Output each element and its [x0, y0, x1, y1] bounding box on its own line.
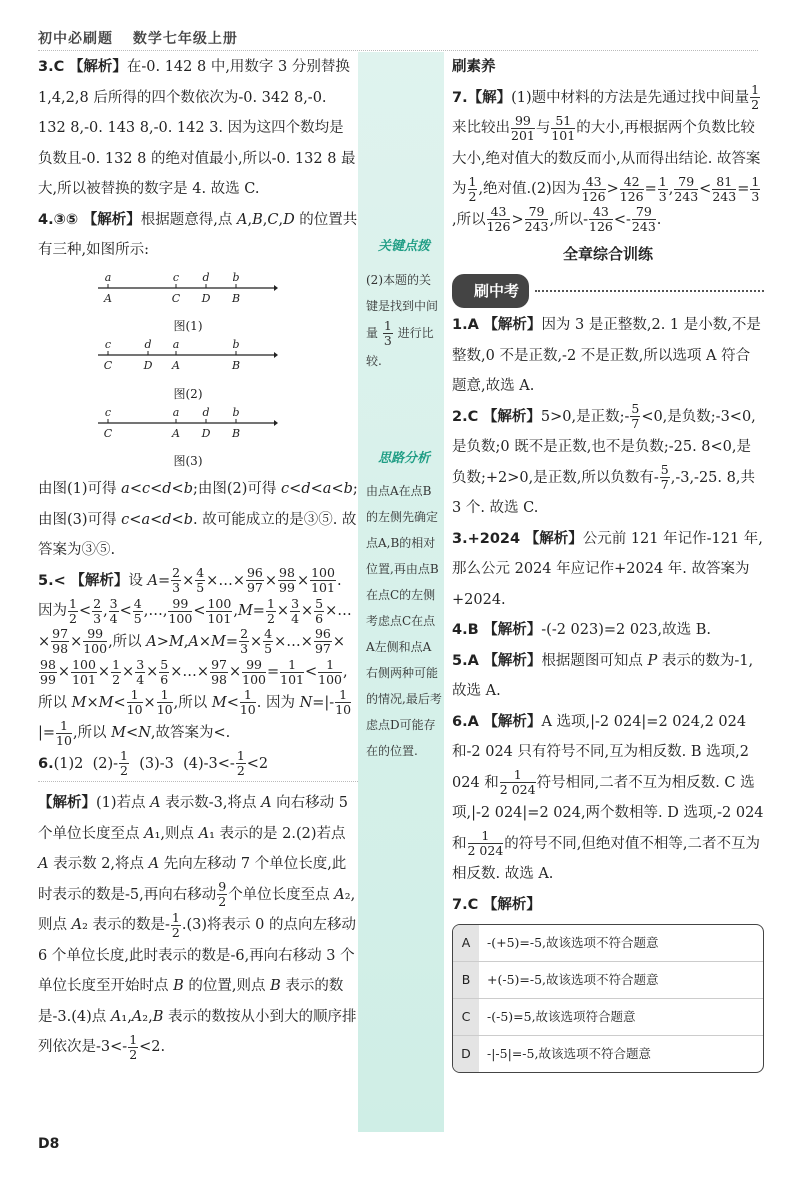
exam-answer-7: 7.C 【解析】 [452, 896, 541, 913]
svg-text:d: d [202, 270, 210, 284]
tip-key-body: (2)本题的关键是找到中间量 $\frac{1}{3}$ 进行比较. [366, 272, 439, 368]
svg-text:B: B [231, 359, 241, 372]
figure-3-caption: 图(3) [173, 454, 203, 468]
svg-text:A: A [104, 291, 112, 305]
tip-idea-title: 思路分析 [377, 450, 430, 466]
exam-answer-4: 4.B 【解析】-(-2 023)=2 023,故选 B. [452, 622, 712, 638]
divider [38, 781, 358, 782]
svg-text:d: d [144, 338, 152, 351]
section-band: 刷素养 [452, 59, 496, 75]
svg-text:B: B [231, 291, 241, 305]
figure-2-caption: 图(2) [173, 386, 203, 401]
right-column [452, 52, 764, 1073]
answer-5: 5.< 【解析】设 A= $\frac{2}{3}$ × $\frac{4}{5}$ ×…× $\frac{96}{97}$ × $\frac{98}{99}$ × $\frac{100}{101}$ . 因为 $\frac{1}{2}$ < $\frac{2}{3}$ , $\frac{3}{4}$ < $\frac{4}{5}$ ,…, $\frac{99}{100}$ < $\frac{100}{101}$ ,M= $\frac{1}{2}$ × $\frac{3}{4}$ × $\frac{5}{6}$ ×…× $\frac{97}{98}$ × $\frac{99}{100}$ ,所以 A>M,A×M= $\frac{2}{3}$ × $\frac{4}{5}$ ×…× $\frac{96}{97}$ × $\frac{98}{99}$ × $\frac{100}{101}$ × $\frac{1}{2}$ × $\frac{3}{4}$ × $\frac{5}{6}$ ×…× $\frac{97}{98}$ × $\frac{99}{100}$ = $\frac{1}{101}$ < $\frac{1}{100}$ ,所以 M×M< $\frac{1}{10}$ × $\frac{1}{10}$ ,所以 M< $\frac{1}{10}$ . 因为 N=|- $\frac{1}{10}$ |= $\frac{1}{10}$ ,所以 M<N,故答案为<. [38, 565, 352, 748]
tip-idea-body: 由点A在点B的左侧先确定点A,B的相对位置,再由点B在点C的左侧考虑点C在点A左侧和点A右侧两种可能的情况,最后考虑点D可能存在的位置. [366, 484, 442, 758]
book-title: 初中必刷题 [38, 31, 113, 47]
svg-text:c: c [104, 338, 112, 351]
svg-text:a: a [104, 270, 112, 284]
svg-text:a: a [172, 405, 180, 419]
chapter-title: 全章综合训练 [562, 245, 653, 263]
table-row: C -(-5)=5,故该选项符合题意 [453, 999, 763, 1036]
exam-answer-1: 1.A 【解析】因为 3 是正整数,2. 1 是小数,不是整数,0 不是正数,-2 不是正数,所以选项 A 符合题意,故选 A. [452, 317, 761, 394]
svg-text:A: A [172, 359, 180, 372]
answer-4-tail: 由图(1)可得 a<c<d<b;由图(2)可得 c<d<a<b;由图(3)可得 c<a<d<b. 故可能成立的是③⑤. 故答案为③⑤. [38, 481, 358, 558]
svg-text:D: D [143, 359, 153, 372]
number-line-figure-1 [98, 270, 278, 306]
table-row: A -(+5)=-5,故该选项不符合题意 [453, 925, 763, 962]
page-header [38, 28, 252, 48]
answer-3: 3.C 【解析】在-0. 142 8 中,用数字 3 分别替换 1,4,2,8 后所得的四个数依次为-0. 342 8,-0. 132 8,-0. 143 8,-0. 142 3. 因为这四个数均是负数且-0. 132 8 的绝对值最小,所以-0. 132 8 最大,所以被替换的数字是 4. 故选 C. [38, 59, 356, 197]
figure-1-caption: 图(1) [173, 319, 203, 333]
option-table [452, 924, 764, 1073]
svg-text:D: D [201, 291, 211, 305]
number-line-figure-3 [98, 405, 278, 441]
svg-text:b: b [232, 405, 240, 419]
number-line-figure-2 [98, 337, 278, 373]
svg-text:d: d [202, 405, 210, 419]
svg-text:D: D [201, 426, 211, 440]
svg-text:a: a [172, 338, 180, 351]
tip-key-title: 关键点拨 [377, 239, 430, 254]
exam-banner-label: 刷中考 [452, 274, 529, 309]
exam-answer-6: 6.A 【解析】A 选项,|-2 024|=2 024,2 024 和-2 024 只有符号不同,互为相反数. B 选项,2 024 和 $\frac{1}{2 024}$ 符号相同,二者不互为相反数. C 选项,|-2 024|=2 024,两个数相等. D 选项,-2 024 和 $\frac{1}{2 024}$ 的符号不同,但绝对值不相等,二者不互为相反数. 故选 A. [452, 713, 764, 882]
svg-text:B: B [231, 426, 241, 440]
banner-dots [535, 290, 764, 292]
svg-text:C: C [103, 426, 113, 440]
left-column [38, 52, 358, 1063]
exam-answer-5: 5.A 【解析】根据题图可知点 P 表示的数为-1,故选 A. [452, 652, 754, 699]
sidebar-tips [362, 232, 446, 764]
exam-answer-2: 2.C 【解析】5>0,是正数;- $\frac{5}{7}$ <0,是负数;-3<0,是负数;0 既不是正数,也不是负数;-25. 8<0,是负数;+2>0,是正数,所以负数有- $\frac{5}{7}$ ,-3,-25. 8,共 3 个. 故选 C. [452, 401, 756, 516]
subject-title: 数学七年级上册 [132, 31, 238, 47]
page-number: D8 [38, 1136, 60, 1152]
header-divider [38, 50, 758, 51]
svg-text:A: A [172, 426, 180, 440]
svg-text:c: c [104, 405, 112, 419]
exam-banner [452, 274, 764, 309]
table-row: B +(-5)=-5,故该选项不符合题意 [453, 962, 763, 999]
svg-text:C: C [103, 359, 113, 372]
svg-text:b: b [232, 270, 240, 284]
svg-text:b: b [232, 338, 240, 351]
exam-answer-3: 3.+2024 【解析】公元前 121 年记作-121 年,那么公元 2024 年应记作+2024 年. 故答案为+2024. [452, 530, 763, 608]
answer-6-explanation: 【解析】(1)若点 A 表示数-3,将点 A 向右移动 5 个单位长度至点 A₁,则点 A₁ 表示的是 2.(2)若点 A 表示数 2,将点 A 先向左移动 7 个单位长度,此时表示的数是-5,再向右移动 $\frac{9}{2}$ 个单位长度至点 A₂,则点 A₂ 表示的数是- $\frac{1}{2}$ .(3)将表示 0 的点向左移动 6 个单位长度,此时表示的数是-6,再向右移动 3 个单位长度至开始时点 B 的位置,则点 B 表示的数是-3.(4)点 A₁,A₂,B 表示的数按从小到大的顺序排列依次是-3<- $\frac{1}{2}$ <2. [38, 795, 357, 1062]
answer-7-literacy: 7.【解】(1)题中材料的方法是先通过找中间量 $\frac{1}{2}$ 来比较出 $\frac{99}{201}$ 与 $\frac{51}{101}$ 的大小,再根据两个负数比较大小,绝对值大的数反而小,从而得出结论. 故答案为 $\frac{1}{2}$ ,绝对值.(2)因为 $\frac{43}{126}$ > $\frac{42}{126}$ = $\frac{1}{3}$ , $\frac{79}{243}$ < $\frac{81}{243}$ = $\frac{1}{3}$ ,所以 $\frac{43}{126}$ > $\frac{79}{243}$ ,所以- $\frac{43}{126}$ <- $\frac{79}{243}$ . [452, 82, 761, 234]
table-row: D -|-5|=-5,故该选项不符合题意 [453, 1036, 763, 1072]
answer-4-head: 4.③⑤ 【解析】根据题意得,点 A,B,C,D 的位置共有三种,如图所示: [38, 211, 358, 258]
svg-text:C: C [171, 291, 181, 305]
svg-text:c: c [172, 270, 180, 284]
answer-6: 6.(1)2 (2)- $\frac{1}{2}$ (3)-3 (4)-3<- $\frac{1}{2}$ <2 [38, 748, 269, 778]
